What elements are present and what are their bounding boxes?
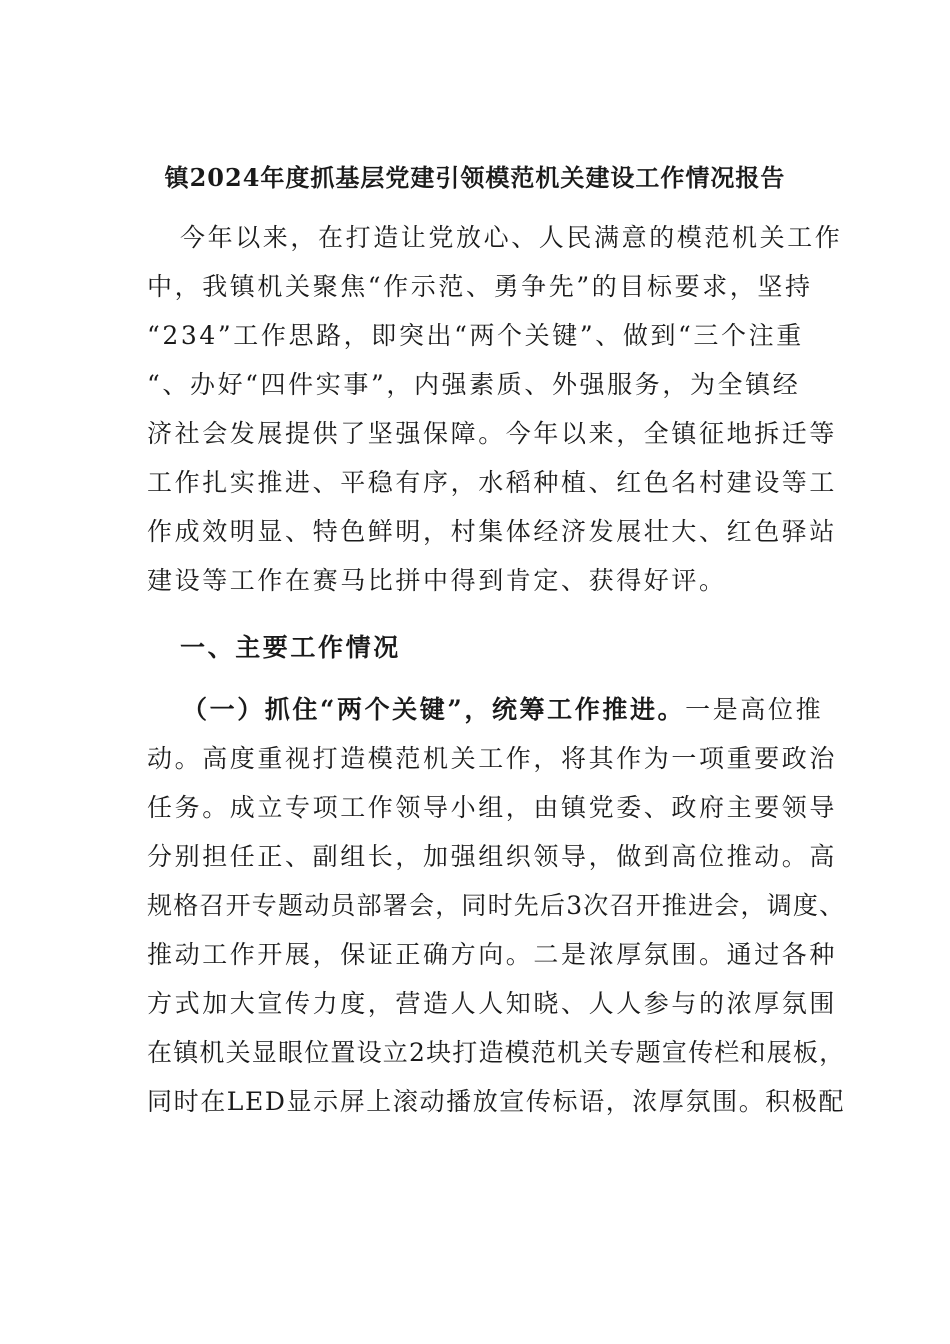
section-heading: 一、主要工作情况 bbox=[180, 633, 401, 662]
intro-line: “、办好“四件实事”，内强素质、外强服务，为全镇经 bbox=[147, 370, 801, 399]
body-line: 在镇机关显眼位置设立2块打造模范机关专题宣传栏和展板， bbox=[147, 1038, 846, 1067]
sub-heading-rest: 一是高位推 bbox=[685, 695, 824, 724]
sub-heading-bold: （一）抓住“两个关键”，统筹工作推进。 bbox=[182, 695, 686, 724]
body-line: 方式加大宣传力度，营造人人知晓、人人参与的浓厚氛围 bbox=[147, 989, 838, 1018]
intro-line: 济社会发展提供了坚强保障。今年以来，全镇征地拆迁等 bbox=[147, 419, 838, 448]
intro-line: “234”工作思路，即突出“两个关键”、做到“三个注重 bbox=[147, 321, 804, 350]
body-line: 动。高度重视打造模范机关工作，将其作为一项重要政治 bbox=[147, 744, 838, 773]
body-line: 同时在LED显示屏上滚动播放宣传标语，浓厚氛围。积极配 bbox=[147, 1087, 846, 1116]
body-line: 规格召开专题动员部署会，同时先后3次召开推进会，调度、 bbox=[147, 891, 846, 920]
intro-line: 建设等工作在赛马比拼中得到肯定、获得好评。 bbox=[147, 566, 727, 595]
sub-heading-line bbox=[182, 692, 823, 728]
intro-line: 作成效明显、特色鲜明，村集体经济发展壮大、红色驿站 bbox=[147, 517, 838, 546]
intro-line: 今年以来，在打造让党放心、人民满意的模范机关工作 bbox=[180, 223, 843, 252]
document-title: 镇2024年度抓基层党建引领模范机关建设工作情况报告 bbox=[164, 163, 786, 192]
body-line: 任务。成立专项工作领导小组，由镇党委、政府主要领导 bbox=[147, 793, 838, 822]
intro-line: 中，我镇机关聚焦“作示范、勇争先”的目标要求，坚持 bbox=[147, 272, 813, 301]
intro-line: 工作扎实推进、平稳有序，水稻种植、红色名村建设等工 bbox=[147, 468, 838, 497]
body-line: 推动工作开展，保证正确方向。二是浓厚氛围。通过各种 bbox=[147, 940, 838, 969]
body-line: 分别担任正、副组长，加强组织领导，做到高位推动。高 bbox=[147, 842, 838, 871]
